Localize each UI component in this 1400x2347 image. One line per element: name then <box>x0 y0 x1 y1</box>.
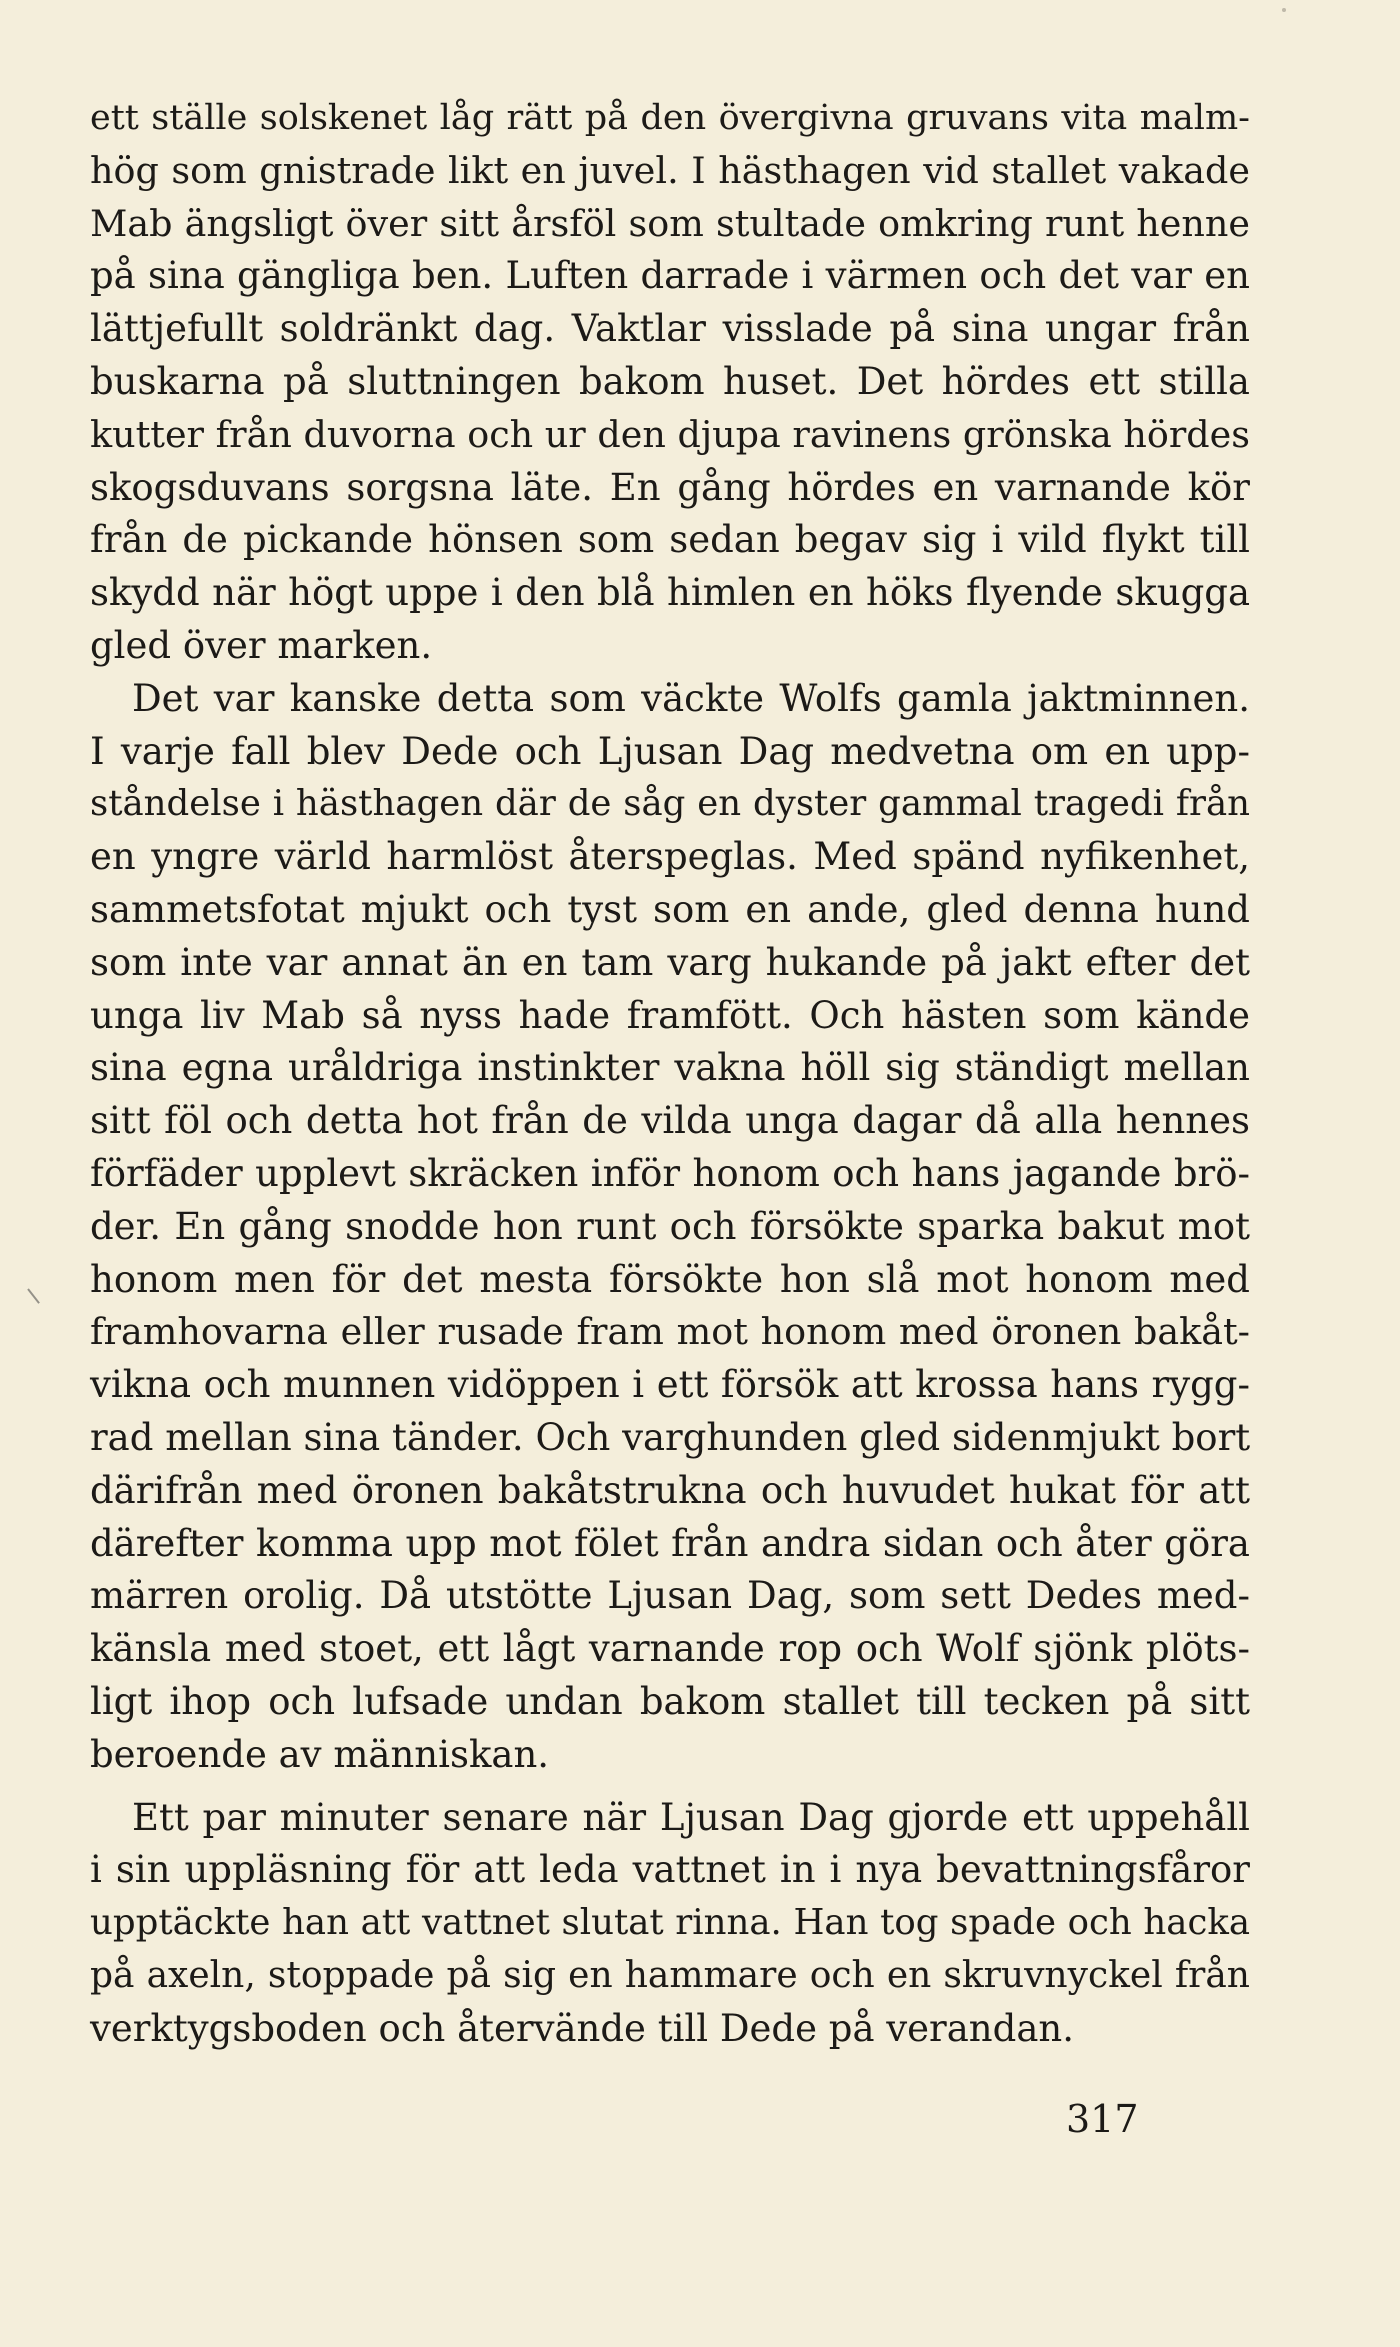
text-line: sina egna uråldriga instinkter vakna höll sig ständigt mellan <box>90 1046 1250 1090</box>
text-line: I varje fall blev Dede och Ljusan Dag medvetna om en upp- <box>90 729 1250 773</box>
text-line: beroende av människan. <box>90 1732 550 1776</box>
margin-pencil-mark <box>27 1288 40 1303</box>
text-line: unga liv Mab så nyss hade framfött. Och hästen som kände <box>90 993 1250 1037</box>
text-line: rad mellan sina tänder. Och varghunden gled sidenmjukt bort <box>90 1415 1251 1459</box>
text-line: från de pickande hönsen som sedan begav sig i vild flykt till <box>90 518 1250 562</box>
text-line: kutter från duvorna och ur den djupa ravinens grönska hördes <box>90 412 1250 456</box>
paragraph-gap <box>90 1782 1250 1792</box>
text-line: därifrån med öronen bakåtstrukna och huvudet hukat för att <box>90 1468 1250 1512</box>
page-number: 317 <box>1066 2097 1139 2141</box>
text-line: lättjefullt soldränkt dag. Vaktlar visslade på sina ungar från <box>90 307 1250 351</box>
text-line: ligt ihop och lufsade undan bakom stallet till tecken på sitt <box>90 1679 1250 1723</box>
text-line: Ett par minuter senare när Ljusan Dag gjorde ett uppehåll <box>132 1795 1250 1839</box>
text-line: sitt föl och detta hot från de vilda unga dagar då alla hennes <box>90 1099 1250 1143</box>
text-line: en yngre värld harmlöst återspeglas. Med spänd nyfikenhet, <box>90 835 1250 879</box>
text-line: der. En gång snodde hon runt och försökte sparka bakut mot <box>90 1204 1250 1248</box>
text-line: förfäder upplevt skräcken inför honom och hans jagande brö- <box>90 1151 1250 1195</box>
text-line: på axeln, stoppade på sig en hammare och en skruvnyckel från <box>90 1954 1250 1996</box>
text-line: ett ställe solskenet låg rätt på den övergivna gruvans vita malm- <box>90 98 1250 138</box>
text-line: Mab ängsligt över sitt årsföl som stultade omkring runt henne <box>90 201 1250 245</box>
text-line: framhovarna eller rusade fram mot honom med öronen bakåt- <box>90 1310 1250 1354</box>
text-line: på sina gängliga ben. Luften darrade i värmen och det var en <box>90 254 1250 298</box>
text-line: verktygsboden och återvände till Dede på verandan. <box>90 2006 1074 2050</box>
dust-speck <box>1282 8 1286 12</box>
text-line: hög som gnistrade likt en juvel. I hästhagen vid stallet vakade <box>90 148 1250 192</box>
text-line: vikna och munnen vidöppen i ett försök att krossa hans rygg- <box>90 1363 1250 1407</box>
text-line: ståndelse i hästhagen där de såg en dyster gammal tragedi från <box>90 783 1250 825</box>
text-line: skydd när högt uppe i den blå himlen en höks flyende skugga <box>90 571 1250 615</box>
text-line: som inte var annat än en tam varg hukande på jakt efter det <box>90 940 1250 984</box>
text-line: gled över marken. <box>90 623 433 667</box>
text-line: i sin uppläsning för att leda vattnet in i nya bevattningsfåror <box>90 1848 1250 1892</box>
text-line: upptäckte han att vattnet slutat rinna. Han tog spade och hacka <box>90 1902 1250 1944</box>
body-text <box>90 92 1250 2055</box>
text-line: därefter komma upp mot fölet från andra sidan och åter göra <box>90 1521 1250 1565</box>
text-line: märren orolig. Då utstötte Ljusan Dag, som sett Dedes med- <box>90 1574 1250 1618</box>
text-line: känsla med stoet, ett lågt varnande rop och Wolf sjönk plöts- <box>90 1627 1250 1671</box>
text-line: skogsduvans sorgsna läte. En gång hördes en varnande kör <box>90 465 1250 509</box>
text-line: buskarna på sluttningen bakom huset. Det hördes ett stilla <box>90 359 1250 403</box>
text-line: Det var kanske detta som väckte Wolfs gamla jaktminnen. <box>132 676 1250 720</box>
text-line: sammetsfotat mjukt och tyst som en ande, gled denna hund <box>90 887 1250 931</box>
text-line: honom men för det mesta försökte hon slå mot honom med <box>90 1257 1250 1301</box>
